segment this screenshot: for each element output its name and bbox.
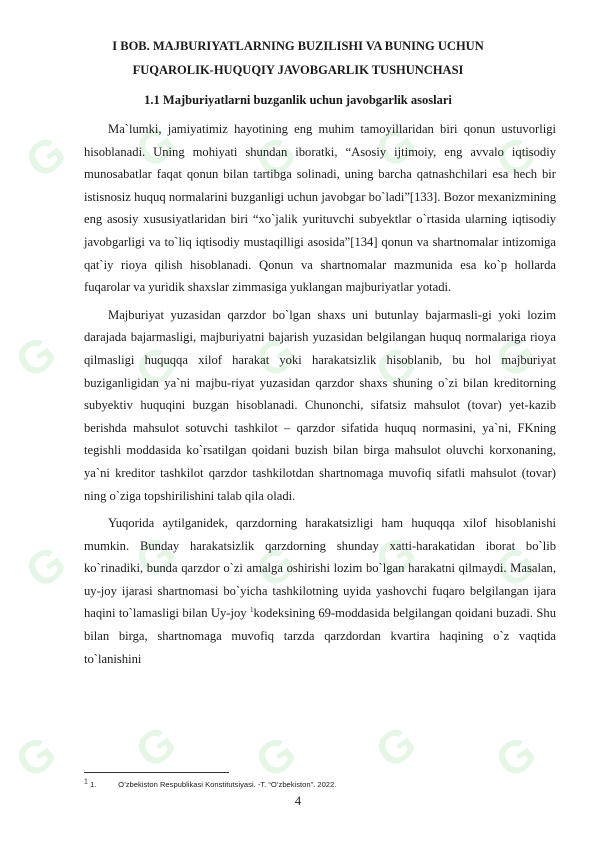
svg-text:G: G (5, 725, 66, 789)
svg-text:G: G (245, 725, 306, 789)
svg-text:G: G (245, 125, 306, 189)
footnote-number: 1. (90, 780, 97, 789)
svg-text:G: G (485, 535, 546, 599)
svg-text:G: G (125, 715, 186, 779)
svg-text:G: G (365, 115, 426, 179)
footnote-text: O’zbekiston Respublikasi Konstitutsiyasi. -T. “O’zbekiston”. 2022. (118, 780, 337, 789)
paragraph-3-part-1: Yuqorida aytilganidek, qarzdorning harakatsizligi ham huquqqa xilof hisoblanishi mumkin. Bunday harakatsizlik qarzdorning shunday xatti-harakatidan iborat bo`lib ko`rinadiki, bunda qarzdor o`zi amalga oshirishi lozim bo`lgan harakatni qilmaydi. Masalan, uy-joy ijarasi shartnomasi bo`yicha tashkilotning uyida yashovchi fuqaro belgilangan ijara haqini to`lamasligi bilan Uy-joy (84, 516, 556, 621)
svg-text:G: G (485, 125, 546, 189)
svg-text:G: G (125, 525, 186, 589)
svg-text:G: G (365, 715, 426, 779)
svg-text:G: G (125, 115, 186, 179)
paragraph-3-part-2: kodeksining 69-moddasida belgilangan qoidani buzadi. Shu bilan birga, shartnomaga muvofiq tarzda qarzdordan kvartira haqining o`z vaqtida to`lanishini (84, 606, 556, 666)
svg-text:G: G (365, 525, 426, 589)
svg-text:G: G (485, 725, 546, 789)
body-text (84, 118, 556, 675)
svg-text:G: G (15, 535, 76, 599)
section-title: 1.1 Majburiyatlarni buzganlik uchun javobgarlik asoslari (144, 93, 452, 107)
paragraph-2: Majburiyat yuzasidan qarzdor bo`lgan shaxs uni butunlay bajarmasli-gi yoki lozim darajada bajarmasligi, majburiyatni bajarish yuzasidan belgilangan huquq normalariga rioya qilmasligi huquqqa xilof harakat yoki harakatsizlik hisoblanib, bu hol majburiyat buziganligidan ya`ni majbu-riyat yuzasidan qarzdor shaxs shuning o`zi bilan kreditorning subyektiv huquqini buzgan hisoblanadi. Chunonchi, sifatsiz mahsulot (tovar) yet-kazib berishda mahsulot sotuvchi tashkilot – qarzdor sifatida huquq normasini, ya`ni, FKning tegishli moddasida ko`rsatilgan qoidani buzish bilan birga mahsulot oluvchi korxonaning, ya`ni kreditor tashkilot qarzdor tashkilotdan shartnomaga muvofiq sifatli mahsulot (tovar) ning o`ziga topshirilishini talab qila oladi. (84, 307, 556, 503)
svg-text:G: G (15, 125, 76, 189)
svg-text:G: G (245, 325, 306, 389)
svg-text:G: G (5, 325, 66, 389)
paragraph-1: Ma`lumki, jamiyatimiz hayotining eng muhim tamoyillaridan biri qonun ustuvorligi hisoblanadi. Uning mohiyati shundan iboratki, “Asosiy ijtimoiy, eng avvalo iqtisodiy munosabatlar faqat qonun bilan tartibga solinadi, uning barcha qatnashchilari esa hech bir istisnosiz huquq normalarini buzganligi uchun javobgar bo`ladi”[133]. Bozor mexanizmining eng asosiy xususiyatlaridan biri “xo`jalik yurituvchi subyektlar o`rtasida ularning iqtisodiy javobgarligi va to`liq iqtisodiy mustaqilligi asosida”[134] qonun va shartnomalar intizomiga qat`iy rioya qilish hisoblanadi. Qonun va shartnomalar mazmunida esa ko`p hollarda fuqarolar va yuridik shaxslar zimmasiga yuklangan majburiyatlar yotadi. (84, 122, 556, 295)
footnote-reference[interactable]: 1 (249, 606, 254, 615)
page-number: 4 (294, 794, 302, 808)
footnote-marker: 1 (84, 778, 88, 786)
svg-text:G: G (365, 335, 426, 399)
paragraph-3 (84, 512, 556, 670)
footnote (84, 779, 556, 791)
chapter-title-line-2: FUQAROLIK-HUQUQIY JAVOBGARLIK TUSHUNCHASI (132, 63, 464, 77)
svg-text:G: G (125, 335, 186, 399)
chapter-title-line-1: I BOB. MAJBURIYATLARNING BUZILISHI VA BUNING UCHUN (112, 39, 484, 53)
svg-text:G: G (485, 325, 546, 389)
svg-text:G: G (245, 535, 306, 599)
footnote-divider (84, 772, 229, 773)
